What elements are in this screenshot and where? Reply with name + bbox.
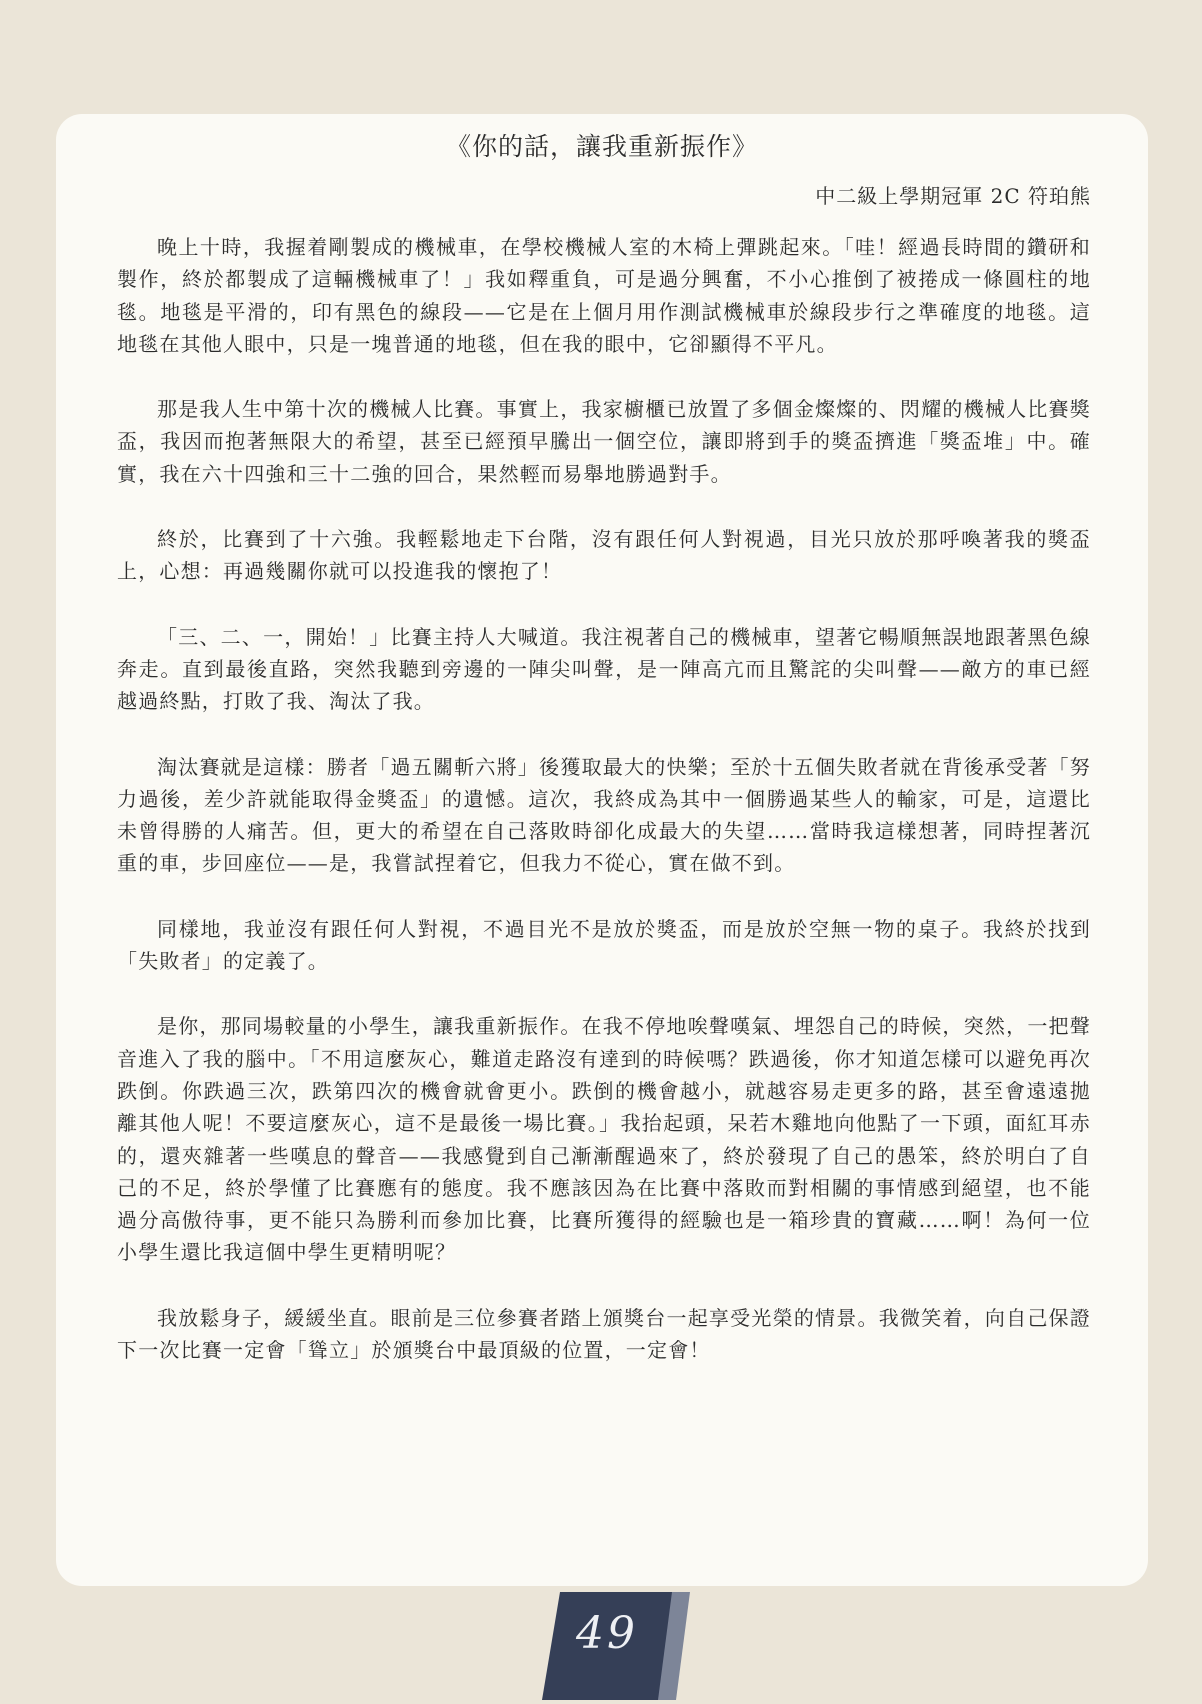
page-number: 49 <box>576 1608 638 1659</box>
paragraph: 那是我人生中第十次的機械人比賽。事實上，我家櫥櫃已放置了多個金燦燦的、閃耀的機械人比賽獎盃，我因而抱著無限大的希望，甚至已經預早騰出一個空位，讓即將到手的獎盃擠進「獎盃堆」中。確實，我在六十四強和三十二強的回合，果然輕而易舉地勝過對手。 <box>117 397 1091 486</box>
article-author: 中二級上學期冠軍 2C 符珀熊 <box>815 184 1091 208</box>
page-number-tab <box>542 1592 690 1700</box>
article-title: 《你的話，讓我重新振作》 <box>445 132 758 161</box>
article-body <box>117 231 1091 1399</box>
article-card <box>56 114 1148 1586</box>
paragraph: 終於，比賽到了十六強。我輕鬆地走下台階，沒有跟任何人對視過，目光只放於那呼喚著我的獎盃上，心想：再過幾關你就可以投進我的懷抱了！ <box>117 527 1091 584</box>
paragraph: 淘汰賽就是這樣：勝者「過五關斬六將」後獲取最大的快樂；至於十五個失敗者就在背後承受著「努力過後，差少許就能取得金獎盃」的遺憾。這次，我終成為其中一個勝過某些人的輸家，可是，這還比未曾得勝的人痛苦。但，更大的希望在自己落敗時卻化成最大的失望……當時我這樣想著，同時捏著沉重的車，步回座位——是，我嘗試捏着它，但我力不從心，實在做不到。 <box>117 754 1091 876</box>
paragraph: 「三、二、一，開始！」比賽主持人大喊道。我注視著自己的機械車，望著它暢順無誤地跟著黑色線奔走。直到最後直路，突然我聽到旁邊的一陣尖叫聲，是一陣高亢而且驚詫的尖叫聲——敵方的車已經越過終點，打敗了我、淘汰了我。 <box>117 624 1091 714</box>
paragraph: 我放鬆身子，緩緩坐直。眼前是三位參賽者踏上頒獎台一起享受光榮的情景。我微笑着，向自己保證下一次比賽一定會「聳立」於頒獎台中最頂級的位置，一定會！ <box>117 1305 1091 1363</box>
paragraph: 同樣地，我並沒有跟任何人對視，不過目光不是放於獎盃，而是放於空無一物的桌子。我終於找到「失敗者」的定義了。 <box>117 916 1091 974</box>
paragraph: 是你，那同場較量的小學生，讓我重新振作。在我不停地唉聲嘆氣、埋怨自己的時候，突然，一把聲音進入了我的腦中。「不用這麼灰心，難道走路沒有達到的時候嗎？跌過後，你才知道怎樣可以避免再次跌倒。你跌過三次，跌第四次的機會就會更小。跌倒的機會越小，就越容易走更多的路，甚至會遠遠拋離其他人呢！不要這麼灰心，這不是最後一場比賽。」我抬起頭，呆若木雞地向他點了一下頭，面紅耳赤的，還夾雜著一些嘆息的聲音——我感覺到自己漸漸醒過來了，終於發現了自己的愚笨，終於明白了自己的不足，終於學懂了比賽應有的態度。我不應該因為在比賽中落敗而對相關的事情感到絕望，也不能過分高傲待事，更不能只為勝利而參加比賽，比賽所獲得的經驗也是一箱珍貴的寶藏……啊！為何一位小學生還比我這個中學生更精明呢？ <box>117 1014 1091 1265</box>
paragraph: 晚上十時，我握着剛製成的機械車，在學校機械人室的木椅上彈跳起來。「哇！經過長時間的鑽研和製作，終於都製成了這輛機械車了！」我如釋重負，可是過分興奮，不小心推倒了被捲成一條圓柱的地毯。地毯是平滑的，印有黑色的線段——它是在上個月用作測試機械車於線段步行之準確度的地毯。這地毯在其他人眼中，只是一塊普通的地毯，但在我的眼中，它卻顯得不平凡。 <box>117 235 1091 356</box>
